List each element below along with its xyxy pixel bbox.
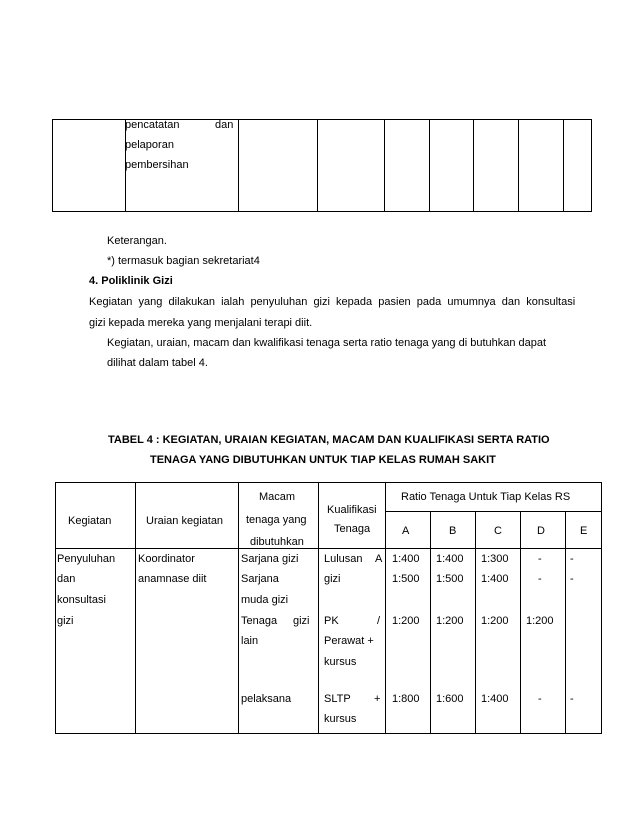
top-table-cell-text: pembersihan: [125, 159, 189, 171]
cell-ratio-e: -: [570, 693, 574, 705]
paragraph-line: Kegiatan yang dilakukan ialah penyuluhan gizi kepada pasien pada umumnya dan konsultasi: [89, 296, 576, 308]
paragraph-line: dilihat dalam tabel 4.: [107, 357, 208, 369]
header-uraian: Uraian kegiatan: [146, 515, 224, 527]
cell-ratio-a: 1:200: [392, 615, 420, 627]
paragraph-line: gizi kepada mereka yang menjalani terapi diit.: [89, 317, 313, 329]
cell-ratio-a: 1:500: [392, 573, 420, 585]
cell-macam: pelaksana: [241, 693, 292, 705]
cell-ratio-b: 1:500: [436, 573, 464, 585]
cell-macam: Tenaga: [241, 615, 278, 627]
cell-kualifikasi: Perawat +: [324, 635, 374, 647]
top-table-cell-text: dan: [215, 119, 234, 131]
header-class-d: D: [537, 525, 545, 537]
cell-ratio-c: 1:300: [481, 553, 509, 565]
cell-ratio-a: 1:800: [392, 693, 420, 705]
cell-ratio-d: -: [538, 573, 542, 585]
header-macam: dibutuhkan: [250, 536, 304, 548]
cell-kualifikasi: gizi: [324, 573, 341, 585]
cell-kualifikasi: kursus: [324, 713, 357, 725]
cell-kualifikasi: PK: [324, 615, 339, 627]
header-class-c: C: [494, 525, 502, 537]
header-macam: Macam: [259, 491, 296, 503]
cell-ratio-d: -: [538, 553, 542, 565]
cell-ratio-c: 1:400: [481, 693, 509, 705]
cell-ratio-c: 1:400: [481, 573, 509, 585]
cell-macam: Sarjana gizi: [241, 553, 299, 565]
cell-kualifikasi: Lulusan: [324, 553, 363, 565]
table-title: TENAGA YANG DIBUTUHKAN UNTUK TIAP KELAS RUMAH SAKIT: [150, 454, 496, 466]
cell-kualifikasi: /: [377, 615, 381, 627]
cell-ratio-e: -: [570, 573, 574, 585]
cell-ratio-d: -: [538, 693, 542, 705]
cell-ratio-b: 1:600: [436, 693, 464, 705]
cell-macam: muda gizi: [241, 594, 289, 606]
cell-ratio-a: 1:400: [392, 553, 420, 565]
top-table-cell-text: pelaporan: [125, 139, 174, 151]
cell-macam: gizi: [293, 615, 310, 627]
cell-kualifikasi: SLTP: [324, 693, 351, 705]
cell-kualifikasi: +: [374, 693, 381, 705]
cell-ratio-b: 1:400: [436, 553, 464, 565]
cell-ratio-c: 1:200: [481, 615, 509, 627]
top-table-cell-text: pencatatan: [125, 119, 180, 131]
cell-kegiatan: konsultasi: [57, 594, 106, 606]
header-class-e: E: [580, 525, 588, 537]
cell-macam: Sarjana: [241, 573, 279, 585]
cell-kualifikasi: A: [375, 553, 383, 565]
header-kualifikasi: Tenaga: [334, 523, 371, 535]
header-class-a: A: [402, 525, 410, 537]
cell-uraian: anamnase diit: [138, 573, 207, 585]
cell-ratio-b: 1:200: [436, 615, 464, 627]
cell-kegiatan: dan: [57, 573, 76, 585]
cell-kegiatan: Penyuluhan: [57, 553, 116, 565]
keterangan-note: *) termasuk bagian sekretariat4: [107, 255, 260, 267]
paragraph-line: Kegiatan, uraian, macam dan kwalifikasi tenaga serta ratio tenaga yang di butuhkan dapat: [107, 337, 547, 349]
header-class-b: B: [449, 525, 457, 537]
header-macam: tenaga yang: [246, 514, 307, 526]
cell-ratio-d: 1:200: [526, 615, 554, 627]
header-kualifikasi: Kualifikasi: [327, 504, 377, 516]
cell-macam: lain: [241, 635, 259, 647]
cell-kualifikasi: kursus: [324, 656, 357, 668]
table-title: TABEL 4 : KEGIATAN, URAIAN KEGIATAN, MACAM DAN KUALIFIKASI SERTA RATIO: [108, 434, 550, 446]
cell-ratio-e: -: [570, 553, 574, 565]
keterangan-label: Keterangan.: [107, 235, 167, 247]
header-kegiatan: Kegiatan: [68, 515, 112, 527]
header-ratio: Ratio Tenaga Untuk Tiap Kelas RS: [401, 491, 571, 503]
cell-kegiatan: gizi: [57, 615, 74, 627]
section-heading: 4. Poliklinik Gizi: [89, 275, 173, 287]
cell-uraian: Koordinator: [138, 553, 195, 565]
